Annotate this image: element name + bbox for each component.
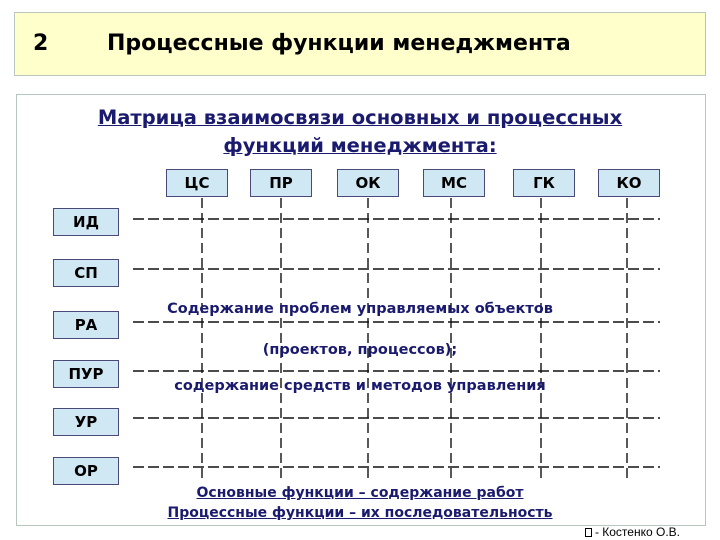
row-header-2: СП	[53, 259, 119, 287]
matrix-title-line1: Матрица взаимосвязи основных и процессных	[97, 106, 623, 129]
row-header-3: РА	[53, 311, 119, 339]
content-text-line1: Содержание проблем управляемых объектов	[167, 301, 553, 317]
legend-line1: Основные функции – содержание работ	[196, 485, 524, 501]
row-header-5: УР	[53, 408, 119, 436]
column-header-2: ПР	[250, 169, 312, 197]
column-header-4: МС	[423, 169, 485, 197]
author-credit	[585, 525, 680, 539]
slide-title: Процессные функции менеджмента	[107, 31, 571, 56]
row-header-4: ПУР	[53, 360, 119, 388]
author-credit-text: - Костенко О.В.	[594, 525, 680, 539]
column-header-6: КО	[598, 169, 660, 197]
slide-number: 2	[33, 31, 49, 56]
matrix-title-line2: функций менеджмента:	[223, 134, 497, 157]
content-text-line2: (проектов, процессов);	[262, 342, 458, 358]
legend-line2: Процессные функции – их последовательность	[167, 505, 553, 521]
content-text-line3: содержание средств и методов управления	[174, 378, 546, 394]
column-header-5: ГК	[513, 169, 575, 197]
column-header-3: ОК	[337, 169, 399, 197]
row-header-6: ОР	[53, 457, 119, 485]
row-header-1: ИД	[53, 208, 119, 236]
column-header-1: ЦС	[166, 169, 228, 197]
copyright-icon	[585, 528, 592, 537]
